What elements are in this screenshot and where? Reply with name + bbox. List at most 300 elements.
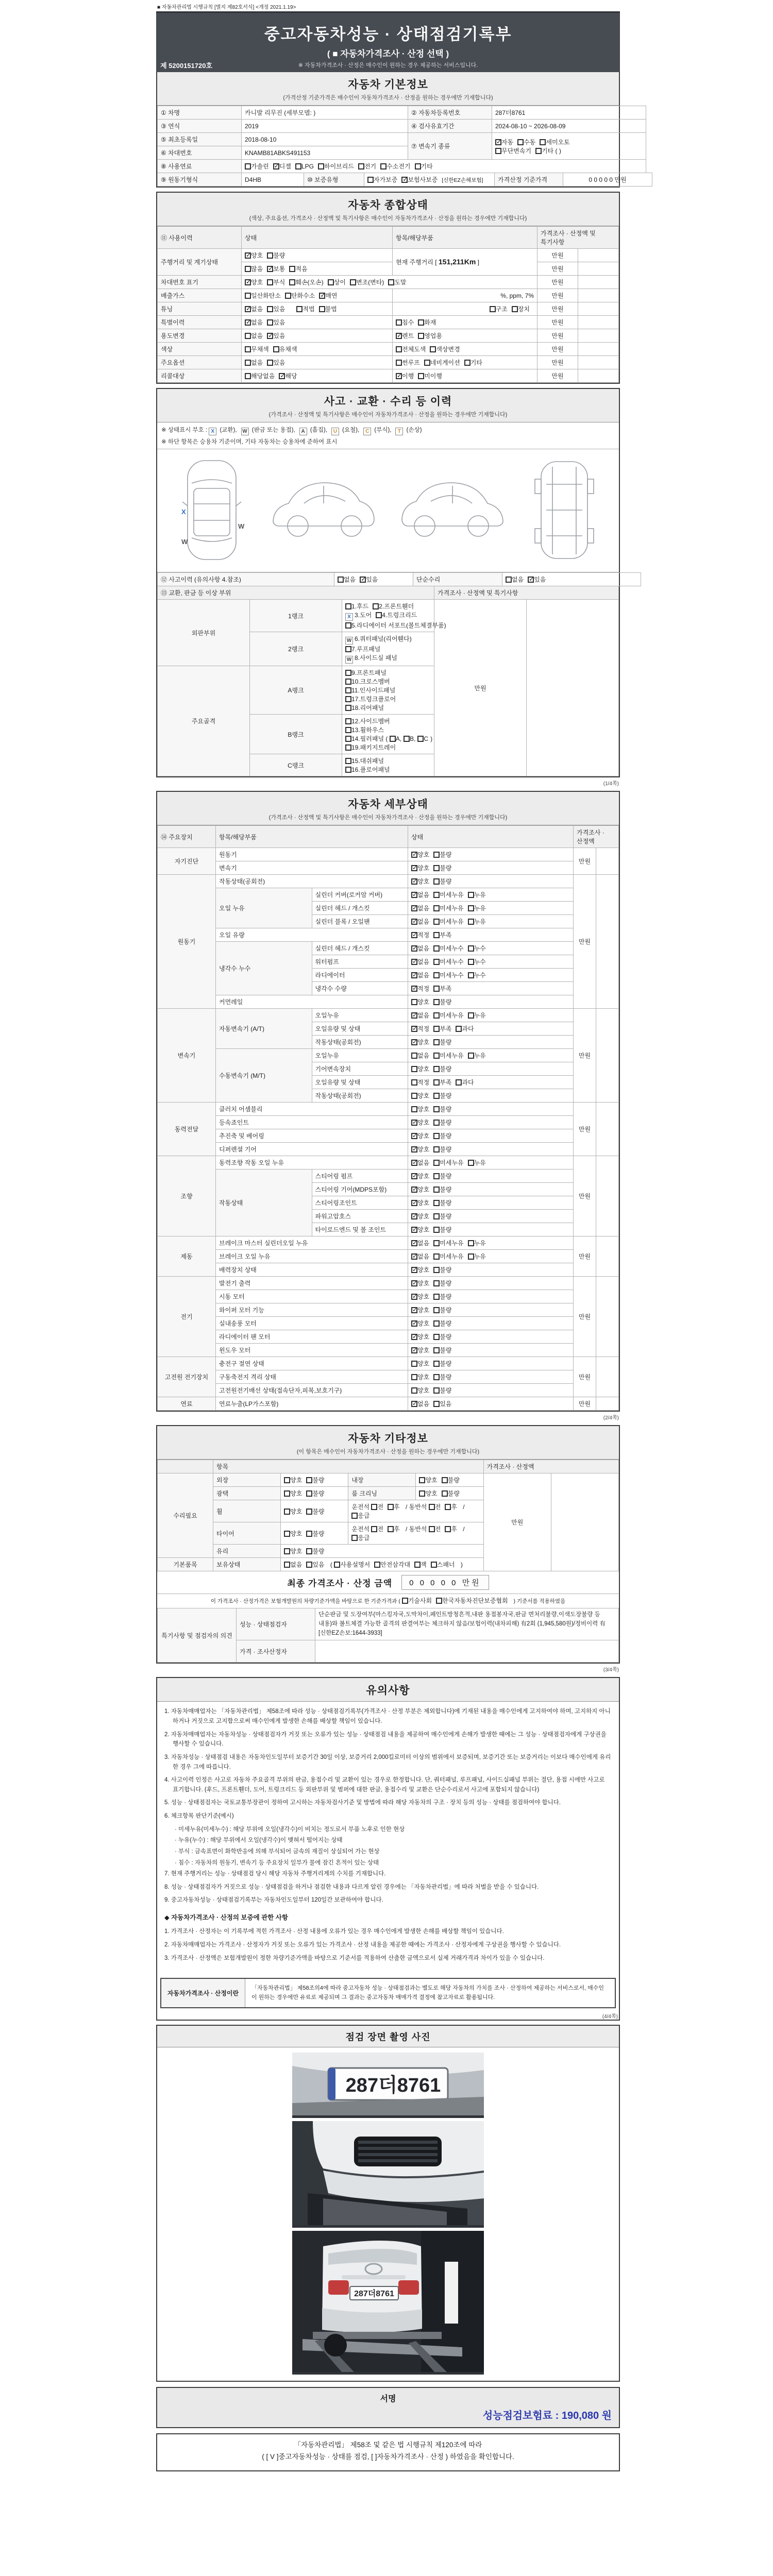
checkbox-양호[interactable]: [411, 1332, 429, 1341]
diagram-mark-x: X: [181, 508, 186, 516]
checkbox-불량[interactable]: [306, 1476, 324, 1484]
checkbox-양호[interactable]: [411, 1145, 429, 1154]
item-label: 추진축 및 베어링: [216, 1129, 408, 1143]
checkbox-유채색[interactable]: [273, 345, 297, 353]
checkbox-누유[interactable]: [468, 904, 486, 912]
checkbox-수동[interactable]: [517, 138, 535, 146]
checkbox-미세누유[interactable]: [433, 917, 463, 926]
checkbox-기타[interactable]: [464, 358, 482, 367]
part-item-리어패널[interactable]: [345, 703, 384, 712]
checkbox-미세누유[interactable]: [433, 1252, 463, 1261]
part-item-휠하우스[interactable]: [345, 725, 384, 734]
checkbox-적정[interactable]: [411, 984, 429, 993]
item-label: 라디에이터: [312, 969, 408, 982]
checkbox-없음[interactable]: [411, 1011, 429, 1020]
checkbox-부족[interactable]: [433, 1078, 451, 1087]
checkbox-불량[interactable]: [433, 1185, 451, 1194]
device-label-연료: 연료: [158, 1397, 216, 1411]
part-item-필러패널[interactable]: [345, 734, 432, 743]
checkbox-부식[interactable]: [267, 278, 285, 286]
checkbox-누유[interactable]: [468, 1252, 486, 1261]
checkbox-변조(변타)[interactable]: [350, 278, 384, 286]
part-item-쿼터패널(리어휀다)[interactable]: [345, 634, 412, 645]
checkbox-불량[interactable]: [433, 1105, 451, 1113]
checkbox-미이행[interactable]: [418, 371, 442, 380]
checkbox-썬루프[interactable]: [396, 358, 420, 367]
part-item-대쉬패널[interactable]: [345, 756, 384, 765]
checkbox-이행[interactable]: [396, 371, 414, 380]
checkbox-부족[interactable]: [433, 930, 451, 939]
checkbox-양호[interactable]: [411, 850, 429, 859]
checkbox-양호[interactable]: [411, 1292, 429, 1301]
checkbox-없음[interactable]: [245, 318, 263, 327]
part-item-트렁크리드[interactable]: [376, 611, 417, 619]
checkbox-label: 양호: [290, 1530, 303, 1537]
checkbox-불량[interactable]: [433, 997, 451, 1006]
checkbox-불량[interactable]: [433, 1279, 451, 1287]
checkbox-수소전기[interactable]: [380, 162, 410, 171]
checkbox-후[interactable]: [445, 1502, 457, 1511]
checkbox-box: [284, 1562, 290, 1568]
item-label: 배력장치 상태: [216, 1263, 408, 1277]
tuning-row-state: [242, 302, 393, 316]
state-cell: [408, 1397, 574, 1411]
checkbox-box: [306, 1509, 312, 1515]
note-cell: [596, 1103, 619, 1156]
checkbox-적정[interactable]: [411, 930, 429, 939]
checkbox-불량[interactable]: [433, 1198, 451, 1207]
checkbox-box: [468, 919, 474, 925]
checkbox-하이브리드[interactable]: [318, 162, 354, 171]
checkbox-양호[interactable]: [411, 1131, 429, 1140]
repair-item-광택: 광택: [213, 1487, 281, 1500]
checkbox-있음[interactable]: [433, 1399, 451, 1408]
checkbox-있음[interactable]: [267, 304, 285, 313]
checkbox-적법[interactable]: [296, 304, 314, 313]
checkbox-해당없음[interactable]: [245, 371, 275, 380]
checkbox-양호[interactable]: [411, 1346, 429, 1354]
part-item-트렁크플로어[interactable]: [345, 694, 396, 703]
checkbox-label: 미세누유: [440, 905, 464, 912]
notice-item: · 누유(누수) : 해당 부위에서 오일(냉각수)이 맺혀서 떨어지는 상태: [175, 1837, 343, 1844]
checkbox-미세누수[interactable]: [433, 957, 463, 966]
checkbox-보통[interactable]: [267, 264, 285, 273]
checkbox-잭[interactable]: [414, 1560, 427, 1569]
state-cell: [408, 861, 574, 875]
form-regulation-ref: ■ 자동차관리법 시행규칙 [별지 제82호서식] <개정 2021.1.19>: [157, 5, 296, 10]
checkbox-불량[interactable]: [306, 1507, 324, 1516]
checkbox-훼손(오손)[interactable]: [289, 278, 323, 286]
checkbox-누수[interactable]: [468, 957, 486, 966]
basic-info-table-2: [157, 173, 652, 187]
car-diagram-side-right: [397, 471, 508, 549]
checkbox-양호[interactable]: [411, 1386, 429, 1395]
checkbox-label: 미세누수: [440, 945, 464, 952]
checkbox-기술사회[interactable]: [402, 1596, 432, 1605]
part-item-사이드멤버[interactable]: [345, 717, 390, 725]
rank-label: C랭크: [250, 754, 342, 776]
checkbox-불량[interactable]: [433, 863, 451, 872]
checkbox-불량[interactable]: [433, 877, 451, 886]
checkbox-box: [464, 360, 470, 366]
checkbox-가솔린[interactable]: [245, 162, 269, 171]
checkbox-불량[interactable]: [433, 1359, 451, 1368]
checkbox-색상변경[interactable]: [430, 345, 460, 353]
checkbox-없음[interactable]: [411, 944, 429, 953]
checkbox-box: [328, 279, 334, 285]
checkbox-box: [388, 1526, 394, 1532]
checkbox-label: 없음: [251, 359, 263, 366]
checkbox-없음[interactable]: [411, 1252, 429, 1261]
checkbox-무채색[interactable]: [245, 345, 269, 353]
item-label: 라디에이터 팬 모터: [216, 1330, 408, 1344]
checkbox-불량[interactable]: [433, 1332, 451, 1341]
checkbox-누유[interactable]: [468, 1239, 486, 1247]
checkbox-양호[interactable]: [411, 997, 429, 1006]
checkbox-매연[interactable]: [319, 291, 337, 300]
checkbox-양호[interactable]: [411, 1212, 429, 1221]
checkbox-불량[interactable]: [433, 1212, 451, 1221]
checkbox-화재[interactable]: [418, 318, 436, 327]
checkbox-box: [433, 1253, 440, 1260]
checkbox-후[interactable]: [388, 1502, 400, 1511]
checkbox-box: [411, 1307, 417, 1313]
checkbox-불량[interactable]: [306, 1529, 324, 1538]
checkbox-없음[interactable]: [506, 575, 524, 584]
pillar-A[interactable]: [390, 735, 401, 742]
item-label: 작동상태(공회전): [312, 1089, 408, 1103]
checkbox-상이[interactable]: [328, 278, 346, 286]
checkbox-box: [468, 905, 474, 911]
checkbox-미세누수[interactable]: [433, 971, 463, 979]
checkbox-양호[interactable]: [411, 1091, 429, 1100]
checkbox-양호[interactable]: [245, 251, 263, 260]
part-item-프론트패널[interactable]: [345, 668, 386, 677]
item-label: 기어변속장치: [312, 1062, 408, 1076]
checkbox-전[interactable]: [429, 1524, 441, 1533]
checkbox-과다[interactable]: [456, 1024, 474, 1033]
checkbox-응급[interactable]: [351, 1511, 369, 1520]
checkbox-미세누수[interactable]: [433, 944, 463, 953]
checkbox-불량[interactable]: [433, 1292, 451, 1301]
checkbox-있음[interactable]: [360, 575, 378, 584]
checkbox-후[interactable]: [388, 1524, 400, 1533]
part-item-라디에이터 서포트(볼트체결부품)[interactable]: [345, 621, 446, 630]
checkbox-양호[interactable]: [411, 1198, 429, 1207]
checkbox-box: [414, 1562, 421, 1568]
checkbox-없음[interactable]: [338, 575, 356, 584]
part-item-사이드실 패널[interactable]: [345, 653, 397, 664]
checkbox-해당[interactable]: [279, 371, 297, 380]
checkbox-label: 불량: [440, 1119, 452, 1126]
device-label-제동: 제동: [158, 1236, 216, 1277]
checkbox-불량[interactable]: [433, 1172, 451, 1180]
checkbox-label: 일산화탄소: [251, 292, 281, 299]
device-label-원동기: 원동기: [158, 875, 216, 1009]
checkbox-불량[interactable]: [433, 850, 451, 859]
checkbox-box: [424, 360, 430, 366]
checkbox-도말[interactable]: [388, 278, 406, 286]
checkbox-양호[interactable]: [419, 1476, 437, 1484]
part-item-후드[interactable]: [345, 602, 368, 611]
checkbox-한국자동차진단보증협회[interactable]: [436, 1596, 508, 1605]
part-item-도어[interactable]: [345, 611, 372, 621]
checkbox-양호[interactable]: [411, 877, 429, 886]
checkbox-label: 잭: [421, 1561, 427, 1568]
checkbox-스패너[interactable]: [431, 1560, 455, 1569]
checkbox-box: [267, 266, 273, 272]
checkbox-불량[interactable]: [306, 1547, 324, 1555]
checkbox-과다[interactable]: [456, 1078, 474, 1087]
checkbox-적음[interactable]: [289, 264, 307, 273]
notice-item: 6. 체크항목 판단기준(예시): [164, 1813, 234, 1820]
checkbox-양호[interactable]: [284, 1529, 302, 1538]
device-label-동력전달: 동력전달: [158, 1103, 216, 1156]
checkbox-누유[interactable]: [468, 1051, 486, 1060]
checkbox-많음[interactable]: [245, 264, 263, 273]
checkbox-미세누유[interactable]: [433, 1051, 463, 1060]
checkbox-있음[interactable]: [306, 1560, 324, 1569]
checkbox-양호[interactable]: [245, 278, 263, 286]
checkbox-label: 없음: [417, 1400, 430, 1408]
checkbox-불량[interactable]: [433, 1372, 451, 1381]
checkbox-없음[interactable]: [411, 957, 429, 966]
item-label: 디퍼렌셜 기어: [216, 1143, 408, 1156]
checkbox-누유[interactable]: [468, 917, 486, 926]
checkbox-탄화수소[interactable]: [285, 291, 315, 300]
checkbox-장치[interactable]: [512, 304, 530, 313]
state-cell: [408, 995, 574, 1009]
checkbox-없음[interactable]: [411, 1051, 429, 1060]
checkbox-불량[interactable]: [433, 1225, 451, 1234]
checkbox-양호[interactable]: [284, 1489, 302, 1498]
notice-item: 3. 자동차성능 · 상태점검 내용은 자동차인도일부터 보증기간 30일 이상, 보증거리 2,000킬로미터 이상의 범위에서 보증되며, 보증기간 또는 보증거리는 이보다 매수인에게 유리한 경우 그에 따릅니다.: [164, 1754, 611, 1770]
checkbox-양호[interactable]: [411, 1118, 429, 1127]
checkbox-있음[interactable]: [267, 358, 285, 367]
checkbox-양호[interactable]: [284, 1476, 302, 1484]
checkbox-label: 양호: [417, 1226, 430, 1233]
checkbox-불량[interactable]: [433, 1319, 451, 1328]
checkbox-불량[interactable]: [442, 1489, 460, 1498]
part-item-프론트휀더[interactable]: [373, 602, 414, 611]
checkbox-없음[interactable]: [411, 971, 429, 979]
checkbox-미세누유[interactable]: [433, 904, 463, 912]
checkbox-있음[interactable]: [267, 318, 285, 327]
checkbox-무단변속기[interactable]: [495, 146, 531, 155]
checkbox-label: 누유: [474, 891, 486, 899]
checkbox-양호[interactable]: [411, 1038, 429, 1046]
checkbox-없음[interactable]: [245, 304, 263, 313]
checkbox-응급[interactable]: [351, 1533, 369, 1542]
checkbox-누수[interactable]: [468, 971, 486, 979]
checkbox-미세누유[interactable]: [433, 890, 463, 899]
checkbox-보험사보증[interactable]: [401, 175, 438, 184]
checkbox-미세누유[interactable]: [433, 1011, 463, 1020]
checkbox-양호[interactable]: [411, 1064, 429, 1073]
checkbox-불량[interactable]: [433, 1131, 451, 1140]
checkbox-사용설명서[interactable]: [334, 1560, 370, 1569]
checkbox-불량[interactable]: [433, 1346, 451, 1354]
checkbox-양호[interactable]: [419, 1489, 437, 1498]
checkbox-없음[interactable]: [245, 331, 263, 340]
checkbox-불법[interactable]: [319, 304, 337, 313]
checkbox-누유[interactable]: [468, 1011, 486, 1020]
checkbox-있음[interactable]: [528, 575, 546, 584]
checkbox-label: 양호: [417, 1307, 430, 1314]
checkbox-양호[interactable]: [284, 1547, 302, 1555]
checkbox-box: [245, 266, 251, 272]
checkbox-불량[interactable]: [442, 1476, 460, 1484]
checkbox-누유[interactable]: [468, 1158, 486, 1167]
checkbox-불량[interactable]: [433, 1145, 451, 1154]
checkbox-양호[interactable]: [411, 1372, 429, 1381]
checkbox-미세누유[interactable]: [433, 1239, 463, 1247]
checkbox-기타[interactable]: [415, 162, 433, 171]
checkbox-label: 전: [377, 1526, 384, 1533]
checkbox-디젤[interactable]: [273, 162, 291, 171]
checkbox-전[interactable]: [371, 1524, 383, 1533]
price-appraisal-definition-box: [160, 1978, 616, 2008]
price-cell: 만원: [574, 1236, 596, 1277]
checkbox-없음[interactable]: [245, 358, 263, 367]
part-item-패키지트레이[interactable]: [345, 743, 396, 752]
checkbox-기타 ( )[interactable]: [535, 146, 561, 155]
checkbox-있음[interactable]: [267, 331, 285, 340]
checkbox-없음[interactable]: [284, 1560, 302, 1569]
pillar-B[interactable]: [404, 735, 415, 742]
section-notices: [156, 1677, 620, 2021]
part-item-플로어패널[interactable]: [345, 765, 390, 774]
checkbox-불량[interactable]: [433, 1064, 451, 1073]
checkbox-전기[interactable]: [358, 162, 376, 171]
checkbox-부족[interactable]: [433, 1024, 451, 1033]
checkbox-box: [411, 1146, 417, 1153]
notice-item: 1. 자동차매매업자는 「자동차관리법」 제58조에 따라 성능 · 상태점검기록부(가격조사 · 산정 부분은 제외합니다)에 기재된 내용을 매수인에게 고지하여야 하며, 고지하지 아니하거나 거짓으로 고지함으로써 매수인에게 발생한 손해를 배상할 책임이 있습니다.: [164, 1708, 611, 1725]
pillar-C[interactable]: [417, 735, 428, 742]
checkbox-안전삼각대[interactable]: [374, 1560, 410, 1569]
checkbox-box: [306, 1477, 312, 1483]
checkbox-불량[interactable]: [306, 1489, 324, 1498]
checkbox-적정[interactable]: [411, 1078, 429, 1087]
checkbox-양호[interactable]: [284, 1507, 302, 1516]
checkbox-후[interactable]: [445, 1524, 457, 1533]
emission-row-item: %, ppm, 7%: [393, 289, 537, 302]
table-row: [158, 600, 619, 632]
checkbox-불량[interactable]: [433, 1038, 451, 1046]
checkbox-양호[interactable]: [411, 1306, 429, 1314]
checkbox-양호[interactable]: [411, 1185, 429, 1194]
table-row: [158, 173, 652, 187]
part-item-label: 3.도어: [355, 612, 372, 619]
part-item-인사이드패널[interactable]: [345, 686, 395, 694]
checkbox-없음[interactable]: [411, 917, 429, 926]
part-item-크로스멤버[interactable]: [345, 677, 390, 686]
checkbox-네비게이션[interactable]: [424, 358, 460, 367]
checkbox-label: 후: [451, 1526, 457, 1533]
price-cell: 만원: [574, 1397, 596, 1411]
checkbox-불량[interactable]: [433, 1091, 451, 1100]
checkbox-렌트[interactable]: [396, 331, 414, 340]
part-item-label: 10.크로스멤버: [351, 678, 390, 685]
checkbox-전[interactable]: [429, 1502, 441, 1511]
checkbox-불량[interactable]: [433, 1265, 451, 1274]
checkbox-양호[interactable]: [411, 1172, 429, 1180]
special-history-row-item: [393, 316, 537, 329]
checkbox-label: 썬루프: [402, 359, 420, 366]
signature-label: 서명: [380, 2395, 396, 2404]
checkbox-label: 무채색: [251, 346, 269, 353]
item-label: 원동기: [216, 848, 408, 861]
checkbox-box: [442, 1490, 448, 1497]
checkbox-불량[interactable]: [267, 251, 285, 260]
checkbox-일산화탄소[interactable]: [245, 291, 281, 300]
checkbox-불량[interactable]: [433, 1306, 451, 1314]
checkbox-label: 양호: [417, 1266, 430, 1274]
checkbox-불량[interactable]: [433, 1118, 451, 1127]
checkbox-전[interactable]: [371, 1502, 383, 1511]
checkbox-없음[interactable]: [411, 1158, 429, 1167]
checkbox-label: 없음: [417, 1253, 430, 1260]
checkbox-LPG[interactable]: [295, 163, 314, 170]
checkbox-box: [468, 972, 474, 978]
checkbox-불량[interactable]: [433, 1386, 451, 1395]
checkbox-부족[interactable]: [433, 984, 451, 993]
part-item-label: 11.인사이드패널: [351, 687, 396, 694]
checkbox-box: [433, 1079, 440, 1086]
note-cell: [596, 1009, 619, 1103]
item-label: 윈도우 모터: [216, 1344, 408, 1357]
checkbox-적정[interactable]: [411, 1024, 429, 1033]
checkbox-양호[interactable]: [411, 1279, 429, 1287]
checkbox-미세누유[interactable]: [433, 1158, 463, 1167]
checkbox-양호[interactable]: [411, 1225, 429, 1234]
table-row: [158, 369, 619, 383]
checkbox-구조[interactable]: [490, 304, 508, 313]
table-row: [158, 928, 619, 942]
checkbox-영업용[interactable]: [418, 331, 442, 340]
checkbox-전체도색[interactable]: [396, 345, 426, 353]
checkbox-침수[interactable]: [396, 318, 414, 327]
part-item-루프패널[interactable]: [345, 645, 380, 653]
checkbox-자동[interactable]: [495, 138, 513, 146]
checkbox-box: [411, 932, 417, 938]
checkbox-없음[interactable]: [411, 1239, 429, 1247]
checkbox-누유[interactable]: [468, 890, 486, 899]
checkbox-box: [402, 1598, 408, 1604]
checkbox-누수[interactable]: [468, 944, 486, 953]
checkbox-세미오토[interactable]: [540, 138, 569, 146]
detail-note: (가격조사 · 산정액 및 특기사항은 매수인이 자동차가격조사 · 산정을 원하는 경우에만 기재합니다): [268, 815, 508, 821]
overall-title: 자동차 종합상태: [348, 199, 428, 211]
checkbox-양호[interactable]: [411, 1359, 429, 1368]
checkbox-label: 없음: [417, 945, 430, 952]
checkbox-label: 기타 ( ): [541, 147, 561, 155]
item-part-header: 항목/해당부품: [216, 826, 408, 848]
checkbox-없음[interactable]: [411, 890, 429, 899]
checkbox-양호[interactable]: [411, 1265, 429, 1274]
checkbox-양호[interactable]: [411, 1319, 429, 1328]
item-label: 와이퍼 모터 기능: [216, 1303, 408, 1317]
checkbox-자가보증[interactable]: [367, 175, 397, 184]
checkbox-label: 세미오토: [546, 138, 570, 146]
checkbox-양호[interactable]: [411, 863, 429, 872]
legend-mark-T: [395, 427, 422, 433]
checkbox-없음[interactable]: [411, 904, 429, 912]
recall-row-item: [393, 369, 537, 383]
checkbox-양호[interactable]: [411, 1105, 429, 1113]
checkbox-없음[interactable]: [411, 1399, 429, 1408]
mark-letter-T: T: [395, 428, 403, 435]
